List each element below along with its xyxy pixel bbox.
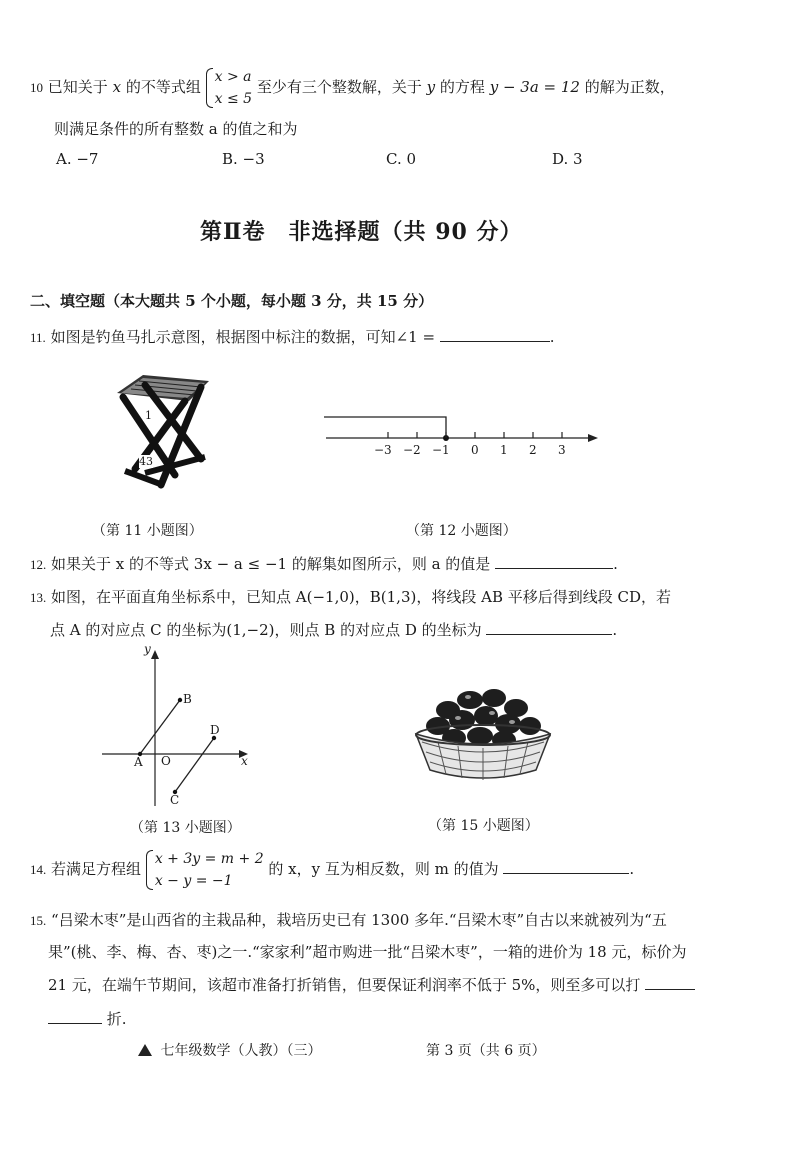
coordinate-plane-figure [98,642,258,812]
tick-neg2: −2 [403,443,421,457]
q11-answer-blank [440,327,550,342]
q10-sys-line1: x > a [214,69,252,85]
tick-neg1: −1 [432,443,450,457]
q13-answer-blank [486,620,612,635]
q14-equation-system [146,848,264,892]
q14-end: . [629,860,635,878]
point-a-label: A [134,755,143,769]
footer-subject-text: 七年级数学（人教）（三） [160,1043,322,1059]
q10-text-a: 已知关于 [47,78,108,96]
fishing-stool-figure [105,365,225,495]
footer-page-number: 第 3 页（共 6 页） [426,1043,546,1059]
tick-3: 3 [558,443,566,457]
x-axis-label: x [241,754,248,768]
q14-text-a: 若满足方程组 [51,860,142,878]
tick-neg3: −3 [374,443,392,457]
q14 [30,848,634,892]
q10-var-y: y [426,78,436,96]
q10-number: 10 [30,80,43,95]
q13-end: . [612,621,618,639]
section-title: 第Ⅱ卷 非选择题（共 90 分） [200,219,523,245]
fig11-angle-43-label: 43 [139,455,153,468]
q15-text-line1: “吕梁木枣”是山西省的主栽品种，栽培历史已有 1300 多年.“吕梁木枣”自古以来就被列为“五 [51,911,667,929]
q10-option-b: B. −3 [222,150,265,168]
origin-label: O [161,754,171,768]
fig15-caption: （第 15 小题图） [428,818,539,834]
q15-number: 15. [30,913,47,928]
fig11-caption: （第 11 小题图） [92,523,203,539]
q14-number: 14. [30,862,47,877]
q13-line2 [50,619,617,640]
q15-line4 [48,1008,127,1029]
q15-line3 [48,974,695,995]
q10-option-a: A. −7 [56,150,99,168]
q12-number: 12. [30,557,47,572]
part2-header: 二、填空题（本大题共 5 个小题，每小题 3 分，共 15 分） [30,292,434,310]
q10-equation: y − 3a = 12 [489,78,580,96]
fig12-caption: （第 12 小题图） [406,523,517,539]
q14-answer-blank [503,859,629,874]
q10-text-e: 的解为正数， [584,78,675,96]
q14-text-b: 的 x，y 互为相反数，则 m 的值为 [268,860,499,878]
q10-option-c: C. 0 [386,150,417,168]
q10-inequality-system [206,66,252,110]
q10-sys-line2: x ≤ 5 [214,91,253,107]
q10-option-d: D. 3 [552,150,583,168]
brace-icon [146,850,153,890]
triangle-logo-icon [138,1044,152,1056]
point-c-label: C [170,793,180,807]
q12 [30,553,618,574]
q13-text-line1: 如图，在平面直角坐标系中，已知点 A(−1,0)，B(1,3)，将线段 AB 平移后得到线段 CD，若 [51,588,672,606]
q15-answer-blank-b [48,1009,102,1024]
q12-text: 如果关于 x 的不等式 3x − a ≤ −1 的解集如图所示，则 a 的值是 [51,555,491,573]
q10-text-d: 的方程 [439,78,485,96]
fig11-angle-label: 1 [145,409,152,422]
basket-of-dates-figure [408,682,558,787]
point-d-label: D [210,723,220,737]
number-line-figure [318,405,608,465]
y-axis-label: y [144,642,151,656]
q13-number: 13. [30,590,47,605]
q10-text-b: 的不等式组 [125,78,201,96]
footer-subject [138,1040,321,1060]
q11-end: . [549,328,555,346]
q10-text-c: 至少有三个整数解，关于 [256,78,422,96]
q12-answer-blank [495,554,613,569]
q10-var-x: x [112,78,122,96]
q10-line2: 则满足条件的所有整数 a 的值之和为 [54,120,298,138]
q13-line1 [30,586,671,607]
q12-end: . [613,555,618,573]
q15-line2: 果”(桃、李、梅、杏、枣)之一.“家家利”超市购进一批“吕梁木枣”，一箱的进价为 18 元，标价为 [48,943,687,961]
q15-end: 折. [106,1010,127,1028]
q15-line1 [30,909,667,930]
q11-number: 11. [30,330,46,345]
q10-line1 [30,66,675,110]
tick-0: 0 [471,443,479,457]
tick-2: 2 [529,443,537,457]
q14-sys-line1: x + 3y = m + 2 [154,851,264,867]
q14-sys-line2: x − y = −1 [154,873,233,889]
q15-answer-blank-a [645,975,695,990]
brace-icon [206,68,213,108]
q13-text-line2: 点 A 的对应点 C 的坐标为(1,−2)，则点 B 的对应点 D 的坐标为 [50,621,482,639]
fig13-caption: （第 13 小题图） [130,820,241,836]
point-b-label: B [183,692,192,706]
q11 [30,326,555,347]
q11-text: 如图是钓鱼马扎示意图，根据图中标注的数据，可知∠1 = [50,328,436,346]
tick-1: 1 [500,443,508,457]
q15-text-line3: 21 元，在端午节期间，该超市准备打折销售，但要保证利润率不低于 5%，则至多可以打 [48,976,641,994]
